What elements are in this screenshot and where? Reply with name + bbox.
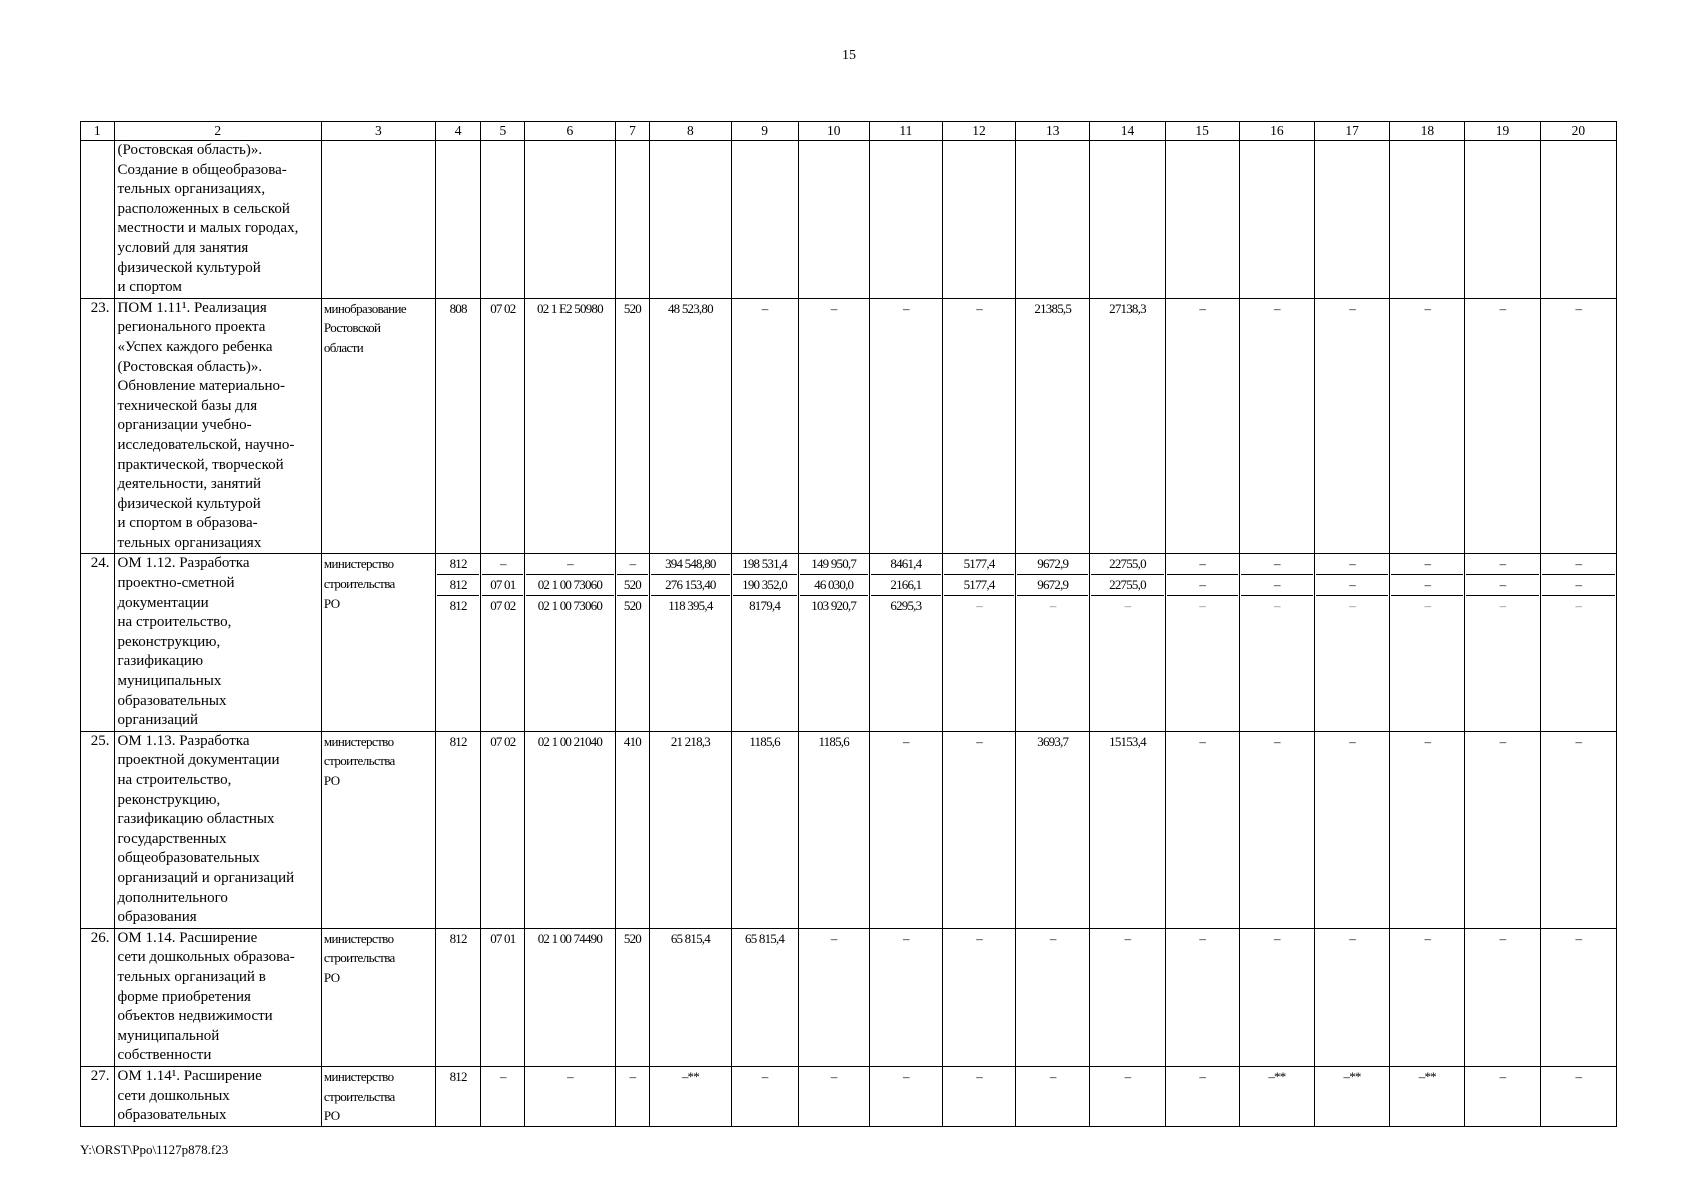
cell-value: – — [1424, 930, 1431, 946]
executor-cell — [321, 731, 435, 928]
value-cell-col-17 — [1314, 1066, 1389, 1126]
value-cell-col-20 — [1540, 928, 1616, 1066]
value-cell-col-5 — [481, 141, 525, 299]
table-row — [81, 554, 1617, 731]
value-cell-col-13 — [1016, 731, 1090, 928]
value-cell-col-14 — [1090, 1066, 1165, 1126]
cell-value: 520 — [623, 597, 641, 613]
cell-value: – — [1241, 575, 1313, 596]
value-cell-col-5 — [481, 1066, 525, 1126]
value-cell-col-20 — [1540, 1066, 1616, 1126]
cell-value: 5177,4 — [944, 575, 1014, 596]
measure-name: ОМ 1.14. Расширение сети дошкольных образова- тельных организаций в форме приобретения объектов недвижимости муниципальной собственности — [117, 929, 295, 1064]
cell-value: – — [976, 1068, 982, 1084]
cell-value: 5177,4 — [944, 554, 1014, 575]
cell-value: 07 02 — [490, 597, 516, 613]
value-cell-col-5 — [481, 731, 525, 928]
cell-value: 07 01 — [482, 575, 523, 596]
value-cell-col-6 — [525, 554, 615, 731]
cell-value: 2166,1 — [871, 575, 941, 596]
value-cell-col-18 — [1390, 298, 1465, 554]
cell-value: – — [1424, 733, 1431, 749]
cell-value: – — [1349, 733, 1355, 749]
cell-value: – — [1466, 575, 1538, 596]
cell-value: –** — [1343, 1068, 1361, 1084]
cell-value: – — [1274, 300, 1280, 316]
column-header: 12 — [942, 122, 1015, 141]
value-cell-col-10 — [798, 1066, 869, 1126]
value-cell-col-11 — [869, 554, 942, 731]
value-cell-col-16 — [1239, 928, 1314, 1066]
cell-value: 02 1 00 73060 — [526, 575, 613, 596]
cell-value: – — [903, 733, 909, 749]
value-cell-col-7 — [615, 1066, 650, 1126]
cell-value: – — [761, 1068, 768, 1084]
cell-value: – — [1391, 575, 1463, 596]
value-cell-col-19 — [1465, 1066, 1540, 1126]
column-header: 1 — [81, 122, 115, 141]
cell-value: 190 352,0 — [733, 575, 797, 596]
value-cell-col-4 — [435, 554, 481, 731]
column-header: 5 — [481, 122, 525, 141]
cell-value: – — [1199, 733, 1206, 749]
value-cell-col-4 — [435, 1066, 481, 1126]
column-header: 4 — [435, 122, 481, 141]
cell-value: – — [1499, 733, 1506, 749]
executor-cell — [321, 554, 435, 731]
value-cell-col-11 — [869, 141, 942, 299]
cell-value: 1185,6 — [818, 733, 849, 749]
cell-value: 8179,4 — [749, 597, 781, 613]
value-cell-col-13 — [1016, 1066, 1090, 1126]
value-cell-col-7 — [615, 141, 650, 299]
cell-value: – — [1575, 930, 1582, 946]
value-cell-col-19 — [1465, 141, 1540, 299]
value-cell-col-18 — [1390, 928, 1465, 1066]
column-header: 15 — [1165, 122, 1239, 141]
value-cell-col-8 — [650, 554, 731, 731]
cell-value: – — [1049, 597, 1056, 613]
cell-value: – — [976, 733, 982, 749]
value-cell-col-11 — [869, 928, 942, 1066]
cell-value: 22755,0 — [1091, 554, 1163, 575]
cell-value: 812 — [449, 930, 467, 946]
cell-value: – — [1241, 554, 1313, 575]
cell-value: – — [1124, 1068, 1131, 1084]
executor-cell — [321, 298, 435, 554]
cell-value: 21385,5 — [1034, 300, 1072, 316]
cell-value: – — [482, 554, 523, 575]
cell-value: – — [1575, 1068, 1582, 1084]
value-cell-col-14 — [1090, 141, 1165, 299]
cell-value: 6295,3 — [890, 597, 922, 613]
cell-value: – — [1499, 597, 1506, 613]
value-cell-col-16 — [1239, 141, 1314, 299]
cell-value: – — [1124, 597, 1131, 613]
cell-value: – — [761, 300, 768, 316]
cell-value: 46 030,0 — [800, 575, 868, 596]
column-header: 18 — [1390, 122, 1465, 141]
cell-value: – — [1424, 300, 1431, 316]
value-cell-col-7 — [615, 298, 650, 554]
cell-value: 65 815,4 — [745, 930, 785, 946]
cell-value: 808 — [449, 300, 467, 316]
value-cell-col-20 — [1540, 554, 1616, 731]
value-cell-col-10 — [798, 141, 869, 299]
measure-name: ПОМ 1.11¹. Реализация регионального проекта «Успех каждого ребенка (Ростовская область)». Обновление материально- технической базы для организации учебно- исследовательской, научно- практической, творческой деятельности, занятий физической культурой и спортом в образова- тельных организациях — [117, 299, 295, 551]
cell-value: 07 01 — [490, 930, 516, 946]
column-header: 14 — [1090, 122, 1165, 141]
cell-value: 27138,3 — [1109, 300, 1146, 316]
cell-value: 812 — [437, 575, 480, 596]
value-cell-col-11 — [869, 1066, 942, 1126]
column-header: 16 — [1239, 122, 1314, 141]
value-cell-col-16 — [1239, 731, 1314, 928]
budget-table — [80, 121, 1617, 1127]
value-cell-col-12 — [942, 731, 1015, 928]
cell-value: 3693,7 — [1037, 733, 1069, 749]
value-cell-col-17 — [1314, 298, 1389, 554]
value-cell-col-19 — [1465, 731, 1540, 928]
cell-value: – — [1349, 300, 1355, 316]
value-cell-col-18 — [1390, 141, 1465, 299]
row-number: 27. — [81, 1066, 115, 1126]
cell-value: 1185,6 — [749, 733, 780, 749]
value-cell-col-15 — [1165, 928, 1239, 1066]
value-cell-col-9 — [731, 928, 798, 1066]
cell-value: 8461,4 — [871, 554, 941, 575]
cell-value: – — [499, 1068, 506, 1084]
value-cell-col-17 — [1314, 141, 1389, 299]
cell-value: 65 815,4 — [670, 930, 710, 946]
measure-name-cell — [114, 298, 321, 554]
cell-value: 520 — [623, 930, 641, 946]
page-number: 15 — [842, 48, 856, 63]
value-cell-col-20 — [1540, 731, 1616, 928]
value-cell-col-15 — [1165, 1066, 1239, 1126]
value-cell-col-17 — [1314, 731, 1389, 928]
cell-value: – — [1499, 300, 1506, 316]
cell-value: – — [1349, 930, 1355, 946]
cell-value: – — [976, 597, 982, 613]
cell-value: 520 — [623, 300, 641, 316]
cell-value: – — [1424, 597, 1431, 613]
cell-value: – — [1499, 1068, 1506, 1084]
value-cell-col-12 — [942, 928, 1015, 1066]
value-cell-col-4 — [435, 141, 481, 299]
value-cell-col-14 — [1090, 928, 1165, 1066]
value-cell-col-18 — [1390, 731, 1465, 928]
cell-value: – — [976, 930, 982, 946]
executor-cell — [321, 928, 435, 1066]
column-header: 8 — [650, 122, 731, 141]
value-cell-col-14 — [1090, 298, 1165, 554]
cell-value: – — [903, 1068, 909, 1084]
cell-value: – — [1167, 575, 1238, 596]
column-header: 6 — [525, 122, 615, 141]
cell-value: – — [830, 930, 837, 946]
table-row — [81, 1066, 1617, 1126]
executor-name: министерство строительства РО — [323, 556, 395, 611]
executor-cell — [321, 1066, 435, 1126]
cell-value: 118 395,4 — [668, 597, 713, 613]
value-cell-col-10 — [798, 554, 869, 731]
value-cell-col-4 — [435, 731, 481, 928]
value-cell-col-6 — [525, 928, 615, 1066]
value-cell-col-19 — [1465, 928, 1540, 1066]
executor-name: министерство строительства РО — [323, 930, 395, 985]
column-header: 19 — [1465, 122, 1540, 141]
cell-value: 198 531,4 — [733, 554, 797, 575]
cell-value: – — [526, 554, 613, 575]
measure-name: ОМ 1.12. Разработка проектно-сметной документации на строительство, реконструкцию, газификацию муниципальных образовательных организаций — [117, 555, 250, 729]
column-header: 3 — [321, 122, 435, 141]
value-cell-col-20 — [1540, 298, 1616, 554]
cell-value: 02 1 E2 50980 — [537, 300, 603, 316]
cell-value: – — [1199, 300, 1206, 316]
value-cell-col-15 — [1165, 141, 1239, 299]
value-cell-col-15 — [1165, 554, 1239, 731]
column-header: 20 — [1540, 122, 1616, 141]
cell-value: 48 523,80 — [667, 300, 713, 316]
value-cell-col-9 — [731, 1066, 798, 1126]
value-cell-col-13 — [1016, 928, 1090, 1066]
cell-value: – — [1316, 575, 1388, 596]
column-number-row — [81, 122, 1617, 141]
row-number: 23. — [81, 298, 115, 554]
cell-value: 812 — [449, 1068, 467, 1084]
row-number: 25. — [81, 731, 115, 928]
value-cell-col-8 — [650, 1066, 731, 1126]
cell-value: – — [1575, 733, 1582, 749]
measure-name: ОМ 1.13. Разработка проектной документации на строительство, реконструкцию, газификацию областных государственных общеобразовательных организаций и организаций дополнительного образования — [117, 732, 295, 926]
value-cell-col-5 — [481, 298, 525, 554]
cell-value: – — [1049, 1068, 1056, 1084]
measure-name-cell — [114, 928, 321, 1066]
value-cell-col-10 — [798, 928, 869, 1066]
value-cell-col-16 — [1239, 554, 1314, 731]
cell-value: 02 1 00 21040 — [537, 733, 603, 749]
cell-value: – — [976, 300, 982, 316]
value-cell-col-5 — [481, 928, 525, 1066]
value-cell-col-6 — [525, 298, 615, 554]
cell-value: 103 920,7 — [811, 597, 857, 613]
cell-value: 9672,9 — [1017, 575, 1088, 596]
value-cell-col-5 — [481, 554, 525, 731]
cell-value: – — [1575, 300, 1582, 316]
cell-value: 394 548,80 — [651, 554, 729, 575]
cell-value: 812 — [437, 554, 480, 575]
cell-value: – — [567, 1068, 573, 1084]
value-cell-col-9 — [731, 298, 798, 554]
cell-value: –** — [1418, 1068, 1436, 1084]
value-cell-col-12 — [942, 1066, 1015, 1126]
cell-value: – — [830, 300, 837, 316]
value-cell-col-19 — [1465, 298, 1540, 554]
executor-name: министерство строительства РО — [323, 1068, 395, 1124]
value-cell-col-9 — [731, 141, 798, 299]
column-header: 17 — [1314, 122, 1389, 141]
value-cell-col-7 — [615, 554, 650, 731]
table-row — [81, 731, 1617, 928]
value-cell-col-11 — [869, 298, 942, 554]
value-cell-col-16 — [1239, 1066, 1314, 1126]
cell-value: 15153,4 — [1109, 733, 1146, 749]
row-number — [81, 141, 115, 299]
cell-value: 520 — [617, 575, 649, 596]
cell-value: 02 1 00 74490 — [537, 930, 603, 946]
value-cell-col-10 — [798, 298, 869, 554]
cell-value: – — [1499, 930, 1506, 946]
value-cell-col-8 — [650, 731, 731, 928]
column-header: 7 — [615, 122, 650, 141]
cell-value: – — [1167, 554, 1238, 575]
value-cell-col-20 — [1540, 141, 1616, 299]
cell-value: 21 218,3 — [670, 733, 710, 749]
executor-name: министерство строительства РО — [323, 733, 395, 788]
value-cell-col-4 — [435, 928, 481, 1066]
cell-value: 276 153,40 — [651, 575, 729, 596]
measure-name: ОМ 1.14¹. Расширение сети дошкольных образовательных — [117, 1067, 262, 1124]
cell-value: 02 1 00 73060 — [537, 597, 603, 613]
cell-value: 149 950,7 — [800, 554, 868, 575]
cell-value: – — [1274, 597, 1280, 613]
value-cell-col-9 — [731, 731, 798, 928]
cell-value: 07 02 — [490, 300, 516, 316]
value-cell-col-15 — [1165, 298, 1239, 554]
measure-name: (Ростовская область)». Создание в общеобразова- тельных организациях, расположенных в сельской местности и малых городах, условий для занятия физической культурой и спортом — [117, 142, 299, 296]
cell-value: –** — [681, 1068, 699, 1084]
value-cell-col-8 — [650, 141, 731, 299]
value-cell-col-16 — [1239, 298, 1314, 554]
value-cell-col-17 — [1314, 928, 1389, 1066]
column-header: 10 — [798, 122, 869, 141]
value-cell-col-14 — [1090, 554, 1165, 731]
value-cell-col-6 — [525, 1066, 615, 1126]
cell-value: 410 — [623, 733, 641, 749]
value-cell-col-12 — [942, 141, 1015, 299]
cell-value: 812 — [449, 733, 467, 749]
cell-value: – — [1542, 554, 1615, 575]
value-cell-col-14 — [1090, 731, 1165, 928]
cell-value: – — [1349, 597, 1355, 613]
cell-value: – — [903, 930, 909, 946]
column-header: 11 — [869, 122, 942, 141]
executor-name: минобразование Ростовской области — [323, 300, 407, 355]
measure-name-cell — [114, 554, 321, 731]
value-cell-col-9 — [731, 554, 798, 731]
value-cell-col-12 — [942, 554, 1015, 731]
value-cell-col-13 — [1016, 554, 1090, 731]
value-cell-col-4 — [435, 298, 481, 554]
cell-value: – — [903, 300, 909, 316]
measure-name-cell — [114, 1066, 321, 1126]
value-cell-col-13 — [1016, 141, 1090, 299]
cell-value: –** — [1268, 1068, 1286, 1084]
value-cell-col-19 — [1465, 554, 1540, 731]
table-row — [81, 141, 1617, 299]
cell-value: – — [1575, 597, 1582, 613]
value-cell-col-11 — [869, 731, 942, 928]
cell-value: – — [830, 1068, 837, 1084]
cell-value: 812 — [449, 597, 467, 613]
value-cell-col-7 — [615, 731, 650, 928]
value-cell-col-6 — [525, 731, 615, 928]
cell-value: – — [1124, 930, 1131, 946]
cell-value: – — [1466, 554, 1538, 575]
table-row — [81, 298, 1617, 554]
value-cell-col-10 — [798, 731, 869, 928]
value-cell-col-7 — [615, 928, 650, 1066]
row-number: 24. — [81, 554, 115, 731]
value-cell-col-15 — [1165, 731, 1239, 928]
cell-value: – — [1274, 733, 1280, 749]
cell-value: – — [1316, 554, 1388, 575]
value-cell-col-8 — [650, 928, 731, 1066]
value-cell-col-6 — [525, 141, 615, 299]
file-path-footer: Y:\ORST\Ppo\1127p878.f23 — [80, 1142, 229, 1157]
cell-value: – — [629, 1068, 636, 1084]
cell-value: 07 02 — [490, 733, 516, 749]
cell-value: – — [1542, 575, 1615, 596]
cell-value: – — [1199, 1068, 1206, 1084]
value-cell-col-12 — [942, 298, 1015, 554]
value-cell-col-18 — [1390, 1066, 1465, 1126]
row-number: 26. — [81, 928, 115, 1066]
executor-cell — [321, 141, 435, 299]
cell-value: – — [1391, 554, 1463, 575]
value-cell-col-13 — [1016, 298, 1090, 554]
cell-value: – — [617, 554, 649, 575]
column-header: 2 — [114, 122, 321, 141]
cell-value: – — [1049, 930, 1056, 946]
value-cell-col-8 — [650, 298, 731, 554]
value-cell-col-17 — [1314, 554, 1389, 731]
cell-value: – — [1274, 930, 1280, 946]
value-cell-col-18 — [1390, 554, 1465, 731]
measure-name-cell — [114, 141, 321, 299]
column-header: 13 — [1016, 122, 1090, 141]
table-row — [81, 928, 1617, 1066]
cell-value: 9672,9 — [1017, 554, 1088, 575]
column-header: 9 — [731, 122, 798, 141]
cell-value: – — [1199, 597, 1206, 613]
cell-value: – — [1199, 930, 1206, 946]
cell-value: 22755,0 — [1091, 575, 1163, 596]
measure-name-cell — [114, 731, 321, 928]
